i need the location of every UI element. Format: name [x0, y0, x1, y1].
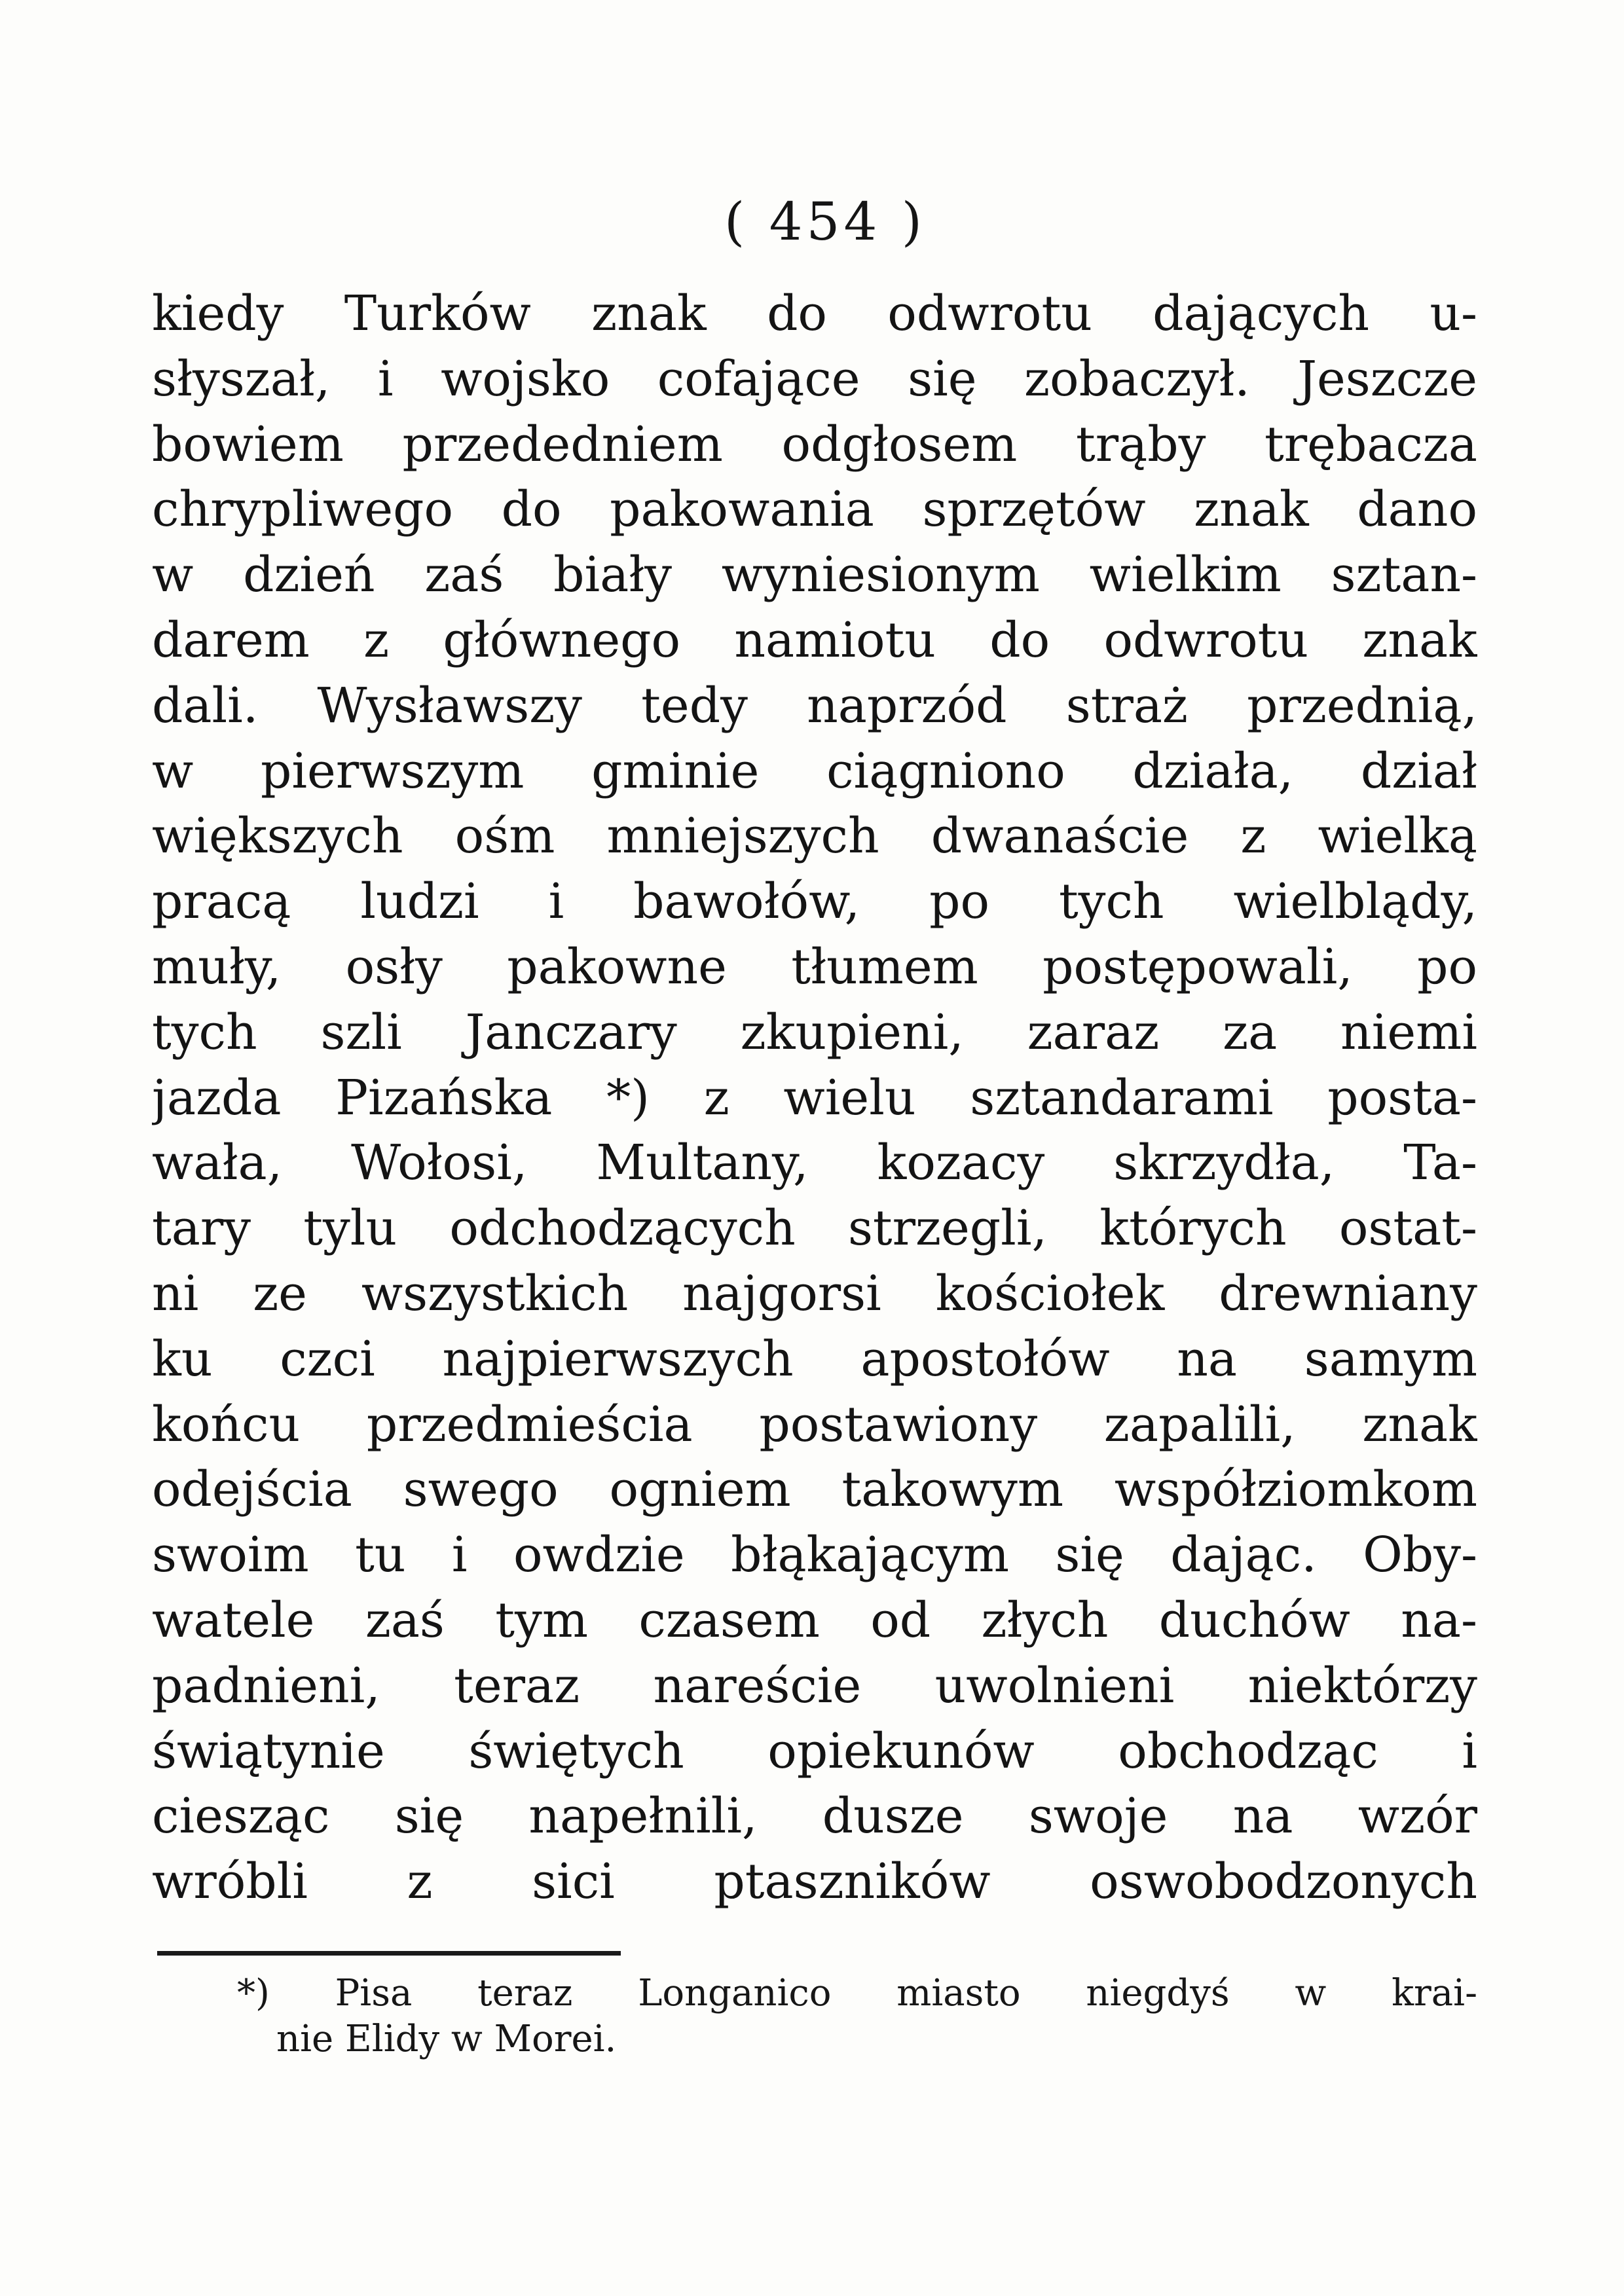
text-line: tych szli Janczary zkupieni, zaraz za niemi [152, 1004, 1477, 1061]
text-line: ni ze wszystkich najgorsi kościołek drewniany [152, 1265, 1477, 1322]
text-line: w pierwszym gminie ciągniono działa, dział [152, 742, 1477, 799]
text-line: końcu przedmieścia postawiony zapalili, znak [152, 1396, 1477, 1453]
text-line: słyszał, i wojsko cofające się zobaczył. Jeszcze [152, 350, 1477, 407]
text-line: tary tylu odchodzących strzegli, których ostat- [152, 1200, 1477, 1257]
text-line: muły, osły pakowne tłumem postępowali, po [152, 938, 1477, 995]
text-line: świątynie świętych opiekunów obchodząc i [152, 1722, 1477, 1779]
text-line: watele zaś tym czasem od złych duchów na- [152, 1592, 1477, 1649]
text-line: chrypliwego do pakowania sprzętów znak dano [152, 481, 1477, 538]
text-line: większych ośm mniejszych dwanaście z wielką [152, 808, 1477, 865]
text-line: dali. Wysławszy tedy naprzód straż przednią, [152, 677, 1477, 734]
text-line: pracą ludzi i bawołów, po tych wielblądy, [152, 873, 1477, 930]
text-line: swoim tu i owdzie błąkającym się dając. Oby- [152, 1527, 1477, 1584]
text-line: jazda Pizańska *) z wielu sztandarami posta- [152, 1069, 1477, 1126]
text-line: odejścia swego ogniem takowym współziomkom [152, 1461, 1477, 1518]
footnote-line: *) Pisa teraz Longanico miasto niegdyś w krai- [237, 1972, 1477, 2014]
text-line: wała, Wołosi, Multany, kozacy skrzydła, Ta- [152, 1135, 1477, 1192]
text-line: padnieni, teraz nareście uwolnieni niektórzy [152, 1657, 1477, 1714]
text-line: ku czci najpierwszych apostołów na samym [152, 1330, 1477, 1387]
text-line: wróbli z sici ptaszników oswobodzonych [152, 1853, 1477, 1910]
footnote [237, 1971, 1477, 2062]
text-line: w dzień zaś biały wyniesionym wielkim sztan- [152, 547, 1477, 604]
body-text [152, 282, 1477, 1915]
footnote-line: nie Elidy w Morei. [276, 2018, 617, 2060]
footnote-rule [157, 1951, 621, 1956]
text-line: bowiem przededniem odgłosem trąby trębacza [152, 416, 1477, 473]
text-line: kiedy Turków znak do odwrotu dających u- [152, 285, 1477, 342]
page-number: ( 454 ) [724, 191, 926, 252]
text-line: darem z głównego namiotu do odwrotu znak [152, 611, 1477, 668]
text-line: ciesząc się napełnili, dusze swoje na wzór [152, 1788, 1477, 1845]
